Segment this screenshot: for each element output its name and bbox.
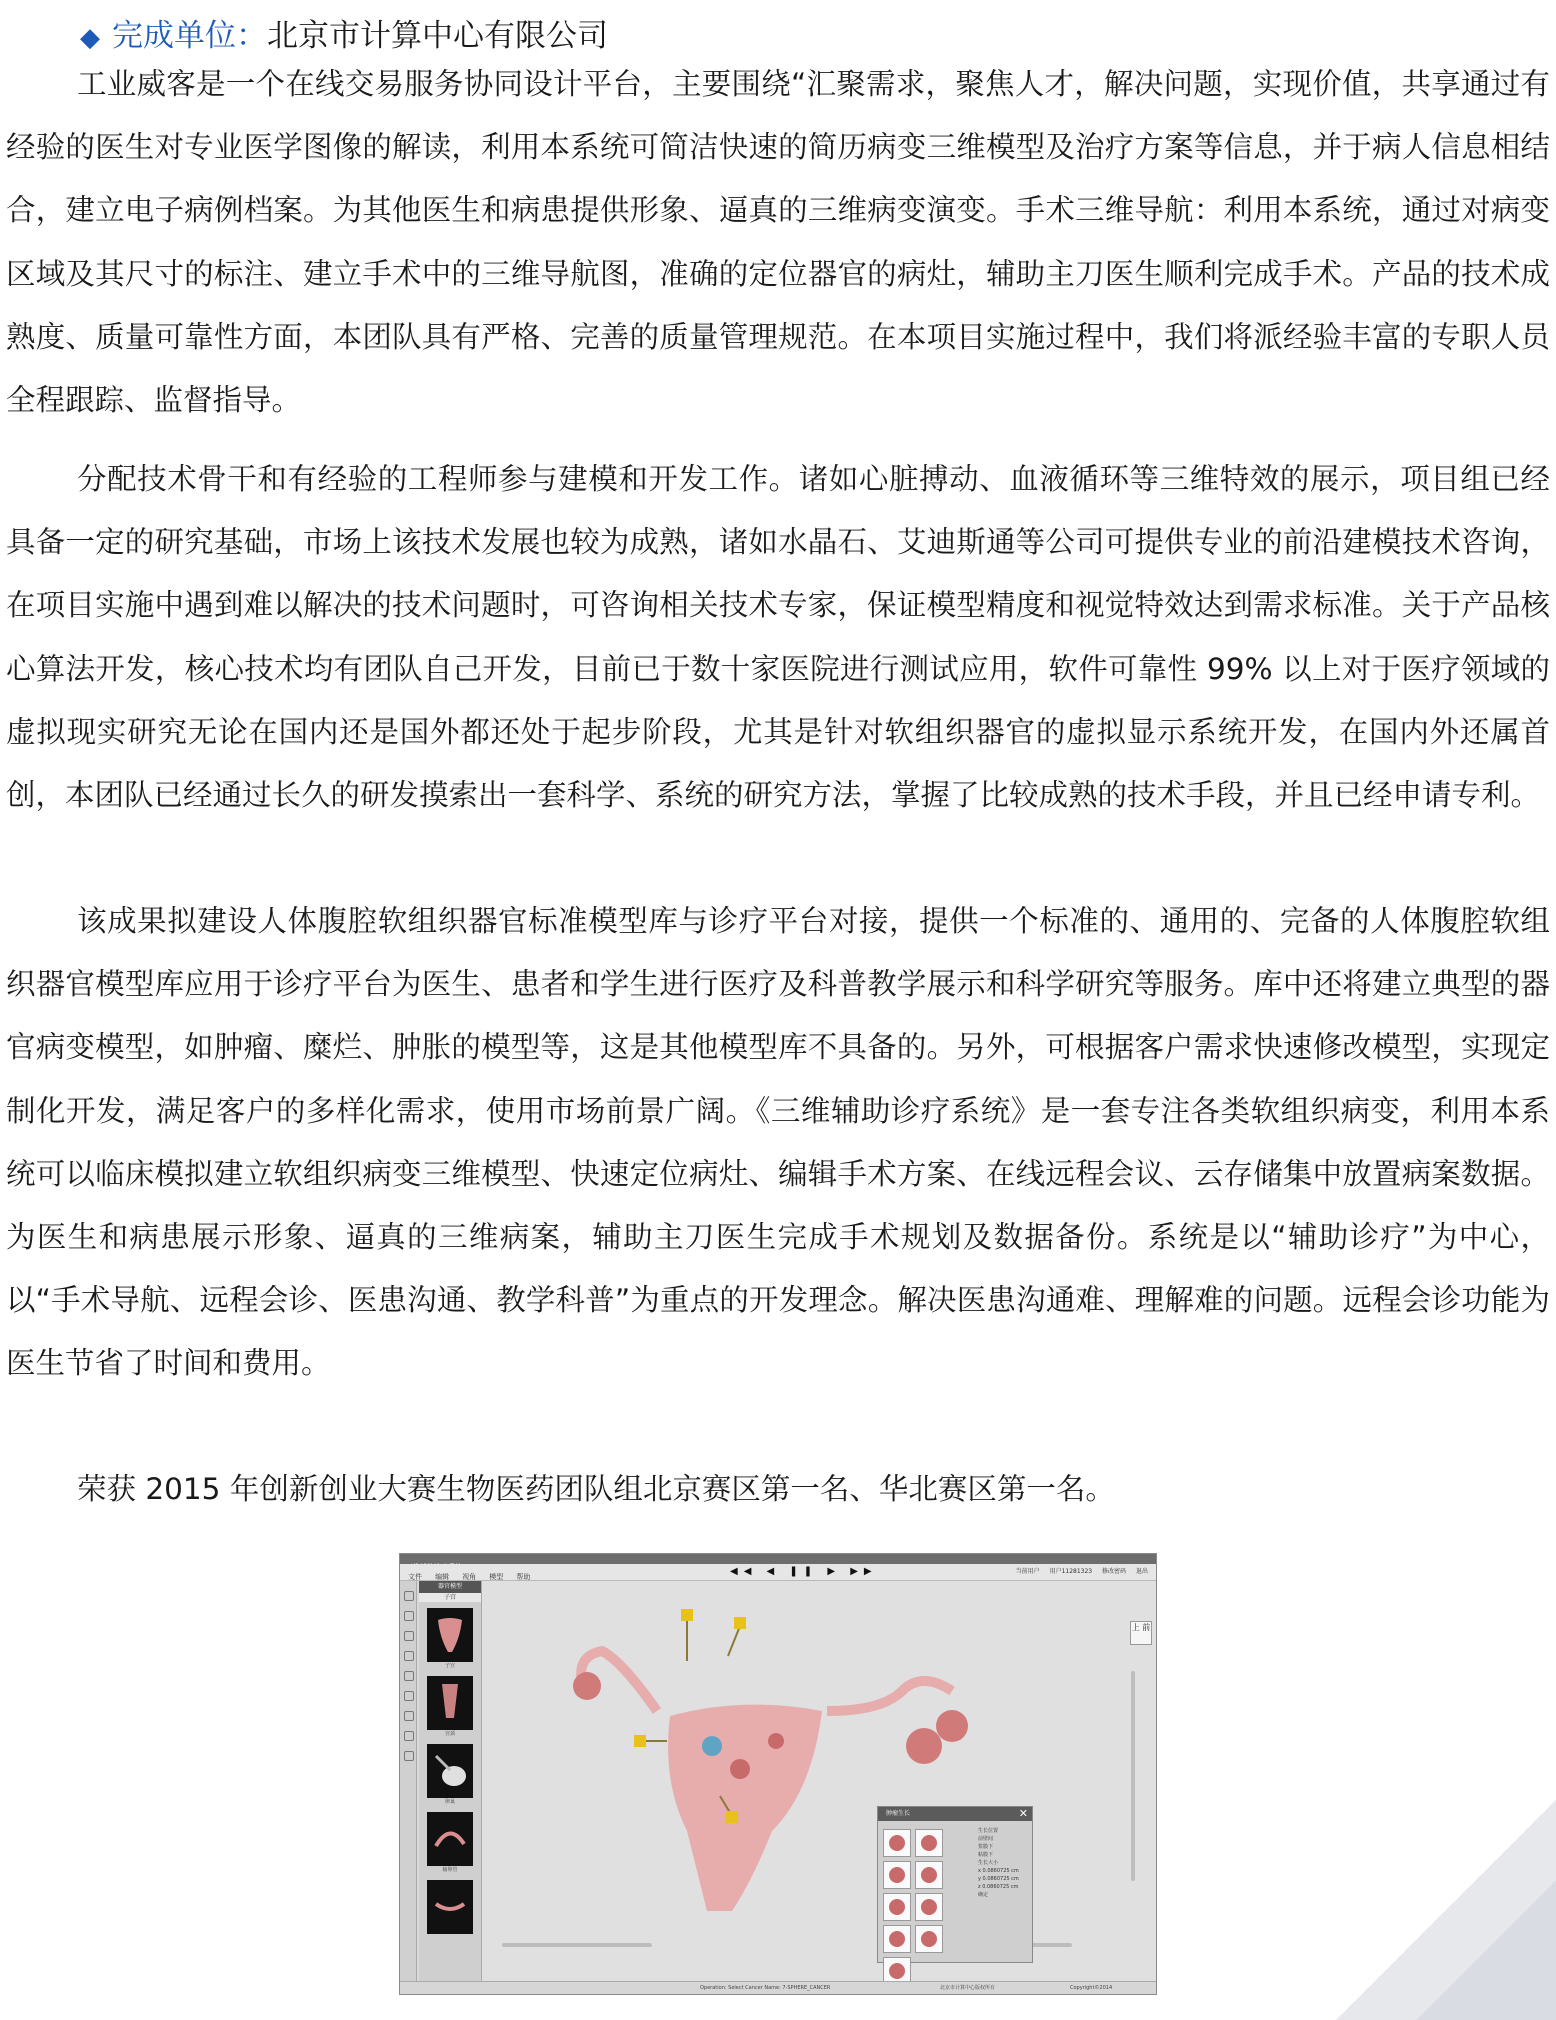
app-titlebar — [400, 1554, 1156, 1564]
cervix-thumbnail — [427, 1676, 473, 1730]
opt-value: z 0.0860725 cm — [978, 1884, 1019, 1890]
tool-column — [400, 1581, 417, 1981]
opt-value: y 0.0860725 cm — [978, 1876, 1019, 1882]
tool-icon — [404, 1731, 414, 1741]
current-user-label: 当前用户 — [1015, 1568, 1040, 1575]
menu-edit: 编辑 — [435, 1573, 450, 1581]
opt-label: 生长位置 — [978, 1828, 999, 1834]
thumb-caption: 卵巢 — [444, 1799, 455, 1805]
opt-label: 生长大小 — [978, 1860, 999, 1866]
tool-icon — [404, 1651, 414, 1661]
opt-item: 粘膜下 — [978, 1852, 994, 1858]
menu-model: 模型 — [489, 1573, 504, 1581]
status-copyright-cn: 北京市计算中心版权所有 — [940, 1985, 996, 1991]
corner-decoration-dark — [1416, 1880, 1556, 2020]
tumor-shape-cell — [883, 1925, 911, 1953]
thumb-caption: 输卵管 — [442, 1867, 458, 1873]
panel-title: 器官模型 — [419, 1581, 481, 1593]
tool-icon — [404, 1751, 414, 1761]
tumor-shape-grid — [881, 1827, 973, 1987]
close-icon: ✕ — [1018, 1807, 1028, 1820]
opt-confirm: 确定 — [978, 1892, 989, 1898]
dialog-title-text: 肿瘤生长 — [886, 1810, 911, 1817]
paragraph-1: 工业威客是一个在线交易服务协同设计平台，主要围绕“汇聚需求，聚焦人才，解决问题，实现价值，共享通过有经验的医生对专业医学图像的解读，利用本系统可简洁快速的简历病变三维模型及治疗方案等信息，并于病人信息相结合，建立电子病例档案。为其他医生和病患提供形象、逼真的三维病变演变。手术三维导航：利用本系统，通过对病变区域及其尺寸的标注、建立手术中的三维导航图，准确的定位器官的病灶，辅助主刀医生顺利完成手术。产品的技术成熟度、质量可靠性方面，本团队具有严格、完善的质量管理规范。在本项目实施过程中，我们将派经验丰富的专职人员全程跟踪、监督指导。 — [6, 67, 1550, 418]
tumor-shape-cell — [883, 1829, 911, 1857]
paragraph-3: 该成果拟建设人体腹腔软组织器官标准模型库与诊疗平台对接，提供一个标准的、通用的、完备的人体腹腔软组织器官模型库应用于诊疗平台为医生、患者和学生进行医疗及科普教学展示和科学研究等服务。库中还将建立典型的器官病变模型，如肿瘤、糜烂、肿胀的模型等，这是其他模型库不具备的。另外，可根据客户需求快速修改模型，实现定制化开发，满足客户的多样化需求，使用市场前景广阔。《三维辅助诊疗系统》是一套专注各类软组织病变，利用本系统可以临床模拟建立软组织病变三维模型、快速定位病灶、编辑手术方案、在线远程会议、云存储集中放置病案数据。为医生和病患展示形象、逼真的三维病案，辅助主刀医生完成手术规划及数据备份。系统是以“辅助诊疗”为中心，以“手术导航、远程会诊、医患沟通、教学科普”为重点的开发理念。解决医患沟通难、理解难的问题。远程会诊功能为医生节省了时间和费用。 — [6, 904, 1550, 1381]
tumor-shape-cell — [915, 1829, 943, 1857]
thumb-caption: 子宫 — [444, 1663, 455, 1669]
tool-icon — [404, 1671, 414, 1681]
fallopian-tube-thumbnail — [427, 1812, 473, 1866]
uterus-3d-model — [482, 1581, 1156, 1981]
status-operation: Operation: Select Cancer Name: 7-SPHERE_CANCER — [700, 1985, 831, 1991]
tool-icon — [404, 1631, 414, 1641]
diamond-bullet-icon: ◆ — [80, 23, 100, 53]
tumor-growth-dialog — [877, 1806, 1033, 1963]
opt-item: 前壁间 — [978, 1836, 994, 1842]
tumor-options — [978, 1827, 1030, 1899]
ovary-thumbnail — [427, 1744, 473, 1798]
tool-icon — [404, 1711, 414, 1721]
thumb-caption: 宫颈 — [444, 1731, 455, 1737]
tumor-shape-cell — [915, 1925, 943, 1953]
opt-item: 浆膜下 — [978, 1844, 994, 1850]
tool-icon — [404, 1691, 414, 1701]
paragraph-2: 分配技术骨干和有经验的工程师参与建模和开发工作。诸如心脏搏动、血液循环等三维特效的展示，项目组已经具备一定的研究基础，市场上该技术发展也较为成熟，诸如水晶石、艾迪斯通等公司可提供专业的前沿建模技术咨询，在项目实施中遇到难以解决的技术问题时，可咨询相关技术专家，保证模型精度和视觉特效达到需求标准。关于产品核心算法开发，核心技术均有团队自己开发，目前已于数十家医院进行测试应用，软件可靠性 99% 以上对于医疗领域的虚拟现实研究无论在国内还是国外都还处于起步阶段，尤其是针对软组织器官的虚拟显示系统开发，在国内外还属首创，本团队已经通过长久的研发摸索出一套科学、系统的研究方法，掌握了比较成熟的技术手段，并且已经申请专利。 — [6, 462, 1550, 813]
software-screenshot — [399, 1553, 1157, 1995]
horizontal-slider-left — [502, 1943, 652, 1947]
tumor-shape-cell — [883, 1861, 911, 1889]
completion-unit-label: 完成单位： — [112, 18, 267, 54]
user-info — [1008, 1564, 1148, 1580]
logout: 退出 — [1135, 1568, 1148, 1575]
status-copyright: Copyright©2014 — [1070, 1985, 1113, 1991]
orientation-cube: 上 前 — [1130, 1621, 1152, 1645]
app-statusbar — [400, 1981, 1156, 1994]
user-id: 用户11281323 — [1049, 1568, 1093, 1575]
change-password: 修改密码 — [1102, 1568, 1127, 1575]
3d-viewport — [482, 1581, 1156, 1981]
panel-subtitle: 子宫 — [419, 1593, 481, 1602]
organ-model-panel — [419, 1581, 482, 1981]
vertical-slider — [1131, 1671, 1135, 1881]
playback-controls: ◀◀ ◀ ❚❚ ▶ ▶▶ — [730, 1566, 878, 1577]
tumor-shape-cell — [915, 1893, 943, 1921]
menu-view: 视角 — [462, 1573, 477, 1581]
menu-file: 文件 — [408, 1573, 422, 1581]
tumor-shape-cell — [915, 1861, 943, 1889]
tool-icon — [404, 1591, 414, 1601]
opt-value: x 0.0860725 cm — [978, 1868, 1019, 1874]
menu-help: 帮助 — [516, 1573, 531, 1581]
completion-unit-heading — [80, 16, 608, 58]
uterus-thumbnail — [427, 1608, 473, 1662]
completion-unit-value: 北京市计算中心有限公司 — [267, 18, 608, 54]
organ-thumbnail — [427, 1880, 473, 1934]
dialog-title — [878, 1807, 1032, 1821]
tumor-shape-cell — [883, 1893, 911, 1921]
tool-icon — [404, 1611, 414, 1621]
paragraph-4: 荣获 2015 年创新创业大赛生物医药团队组北京赛区第一名、华北赛区第一名。 — [77, 1472, 1115, 1506]
